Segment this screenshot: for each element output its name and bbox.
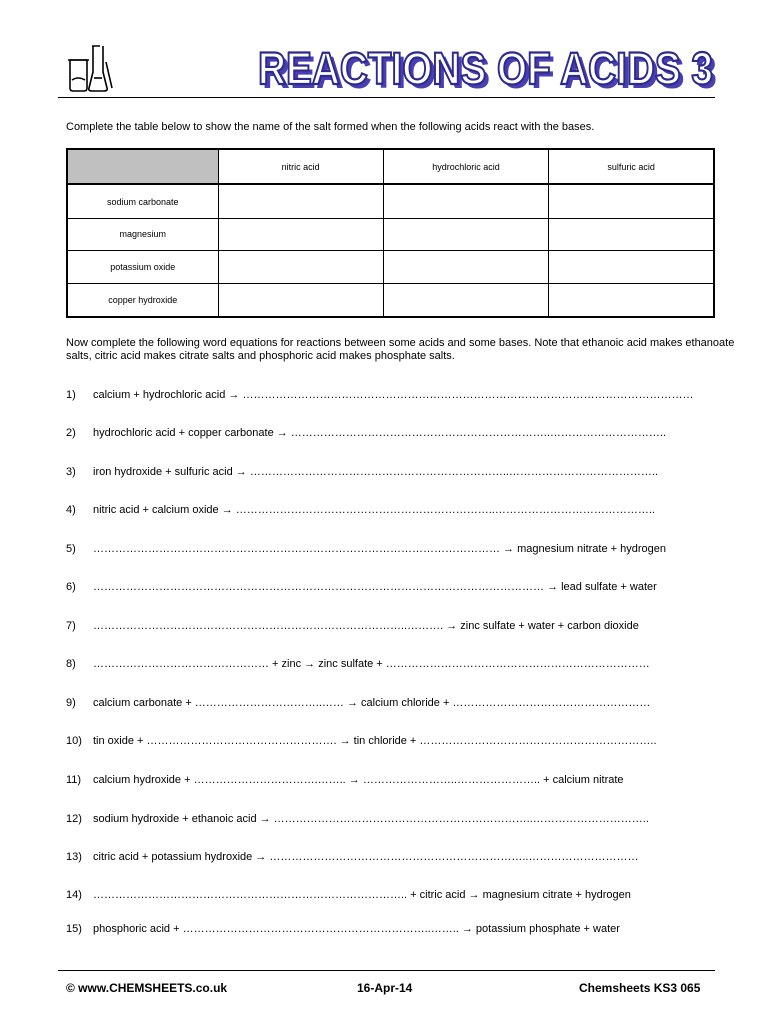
question-number: 6)	[66, 581, 76, 593]
table-row	[67, 251, 714, 283]
question-number: 7)	[66, 620, 76, 632]
answer-cell[interactable]	[383, 218, 548, 250]
intro-instructions: Complete the table below to show the name of the salt formed when the following acids react with the bases.	[66, 121, 595, 133]
row-header-magnesium: magnesium	[67, 218, 218, 250]
answer-cell[interactable]	[549, 218, 714, 250]
equation-text: calcium + hydrochloric acid → ……………………………………………………………………………………………………………	[93, 389, 694, 401]
lab-glassware-icon	[62, 42, 114, 94]
column-header-hydrochloric-acid: hydrochloric acid	[383, 149, 548, 184]
answer-cell[interactable]	[218, 251, 383, 283]
column-header-nitric-acid: nitric acid	[218, 149, 383, 184]
answer-cell[interactable]	[383, 283, 548, 317]
answer-cell[interactable]	[383, 184, 548, 218]
table-row	[67, 184, 714, 218]
question-number: 3)	[66, 466, 76, 478]
equation-text: …………………………………………………………………………..………. → zinc sulfate + water + carbon dioxide	[93, 620, 639, 632]
question-number: 2)	[66, 427, 76, 439]
question-number: 10)	[66, 735, 82, 747]
question-number: 9)	[66, 697, 76, 709]
equation-text: …………………………………………………………………………………………………………… → lead sulfate + water	[93, 581, 657, 593]
answer-cell[interactable]	[383, 251, 548, 283]
table-header-row	[67, 149, 714, 184]
equation-text: nitric acid + calcium oxide → ……………………………………………………………..……………………………………..	[93, 504, 655, 516]
question-number: 5)	[66, 543, 76, 555]
question-number: 12)	[66, 813, 82, 825]
page-title	[250, 40, 720, 100]
equation-text: hydrochloric acid + copper carbonate → ……………………………………………………………..…………………………..	[93, 427, 667, 439]
equation-text: sodium hydroxide + ethanoic acid → ……………………………………………………………..…………………………..	[93, 813, 649, 825]
row-header-potassium-oxide: potassium oxide	[67, 251, 218, 283]
question-number: 14)	[66, 889, 82, 901]
answer-cell[interactable]	[549, 283, 714, 317]
equation-text: phosphoric acid + …………………………………………………………..…….. → potassium phosphate + water	[93, 923, 620, 935]
footer-date: 16-Apr-14	[357, 981, 413, 995]
table-row	[67, 218, 714, 250]
question-number: 4)	[66, 504, 76, 516]
equation-text: citric acid + potassium hydroxide → ……………………………………………………………..…………………………	[93, 851, 639, 863]
row-header-copper-hydroxide: copper hydroxide	[67, 283, 218, 317]
answer-cell[interactable]	[549, 184, 714, 218]
header-divider	[58, 97, 715, 98]
footer-site: © www.CHEMSHEETS.co.uk	[66, 981, 228, 995]
question-number: 1)	[66, 389, 76, 401]
equation-text: calcium carbonate + ……………………………..…… → calcium chloride + ………………………………………………	[93, 697, 651, 709]
question-number: 13)	[66, 851, 82, 863]
answer-cell[interactable]	[218, 283, 383, 317]
equation-text: tin oxide + ……………………………………………. → tin chloride + ………………………………………………………..	[93, 735, 657, 747]
equation-text: ………………………………………… + zinc → zinc sulfate + ………………………………………………………………	[93, 658, 650, 670]
footer-code: Chemsheets KS3 065	[579, 981, 701, 995]
question-number: 11)	[66, 774, 82, 786]
salt-table	[66, 148, 715, 318]
answer-cell[interactable]	[218, 184, 383, 218]
answer-cell[interactable]	[549, 251, 714, 283]
equation-text: ………………………………………………………………………….. + citric acid → magnesium citrate + hydrogen	[93, 889, 631, 901]
table-row	[67, 283, 714, 317]
page-title-shadow: REACTIONS OF ACIDS 3	[262, 47, 717, 98]
question-number: 15)	[66, 923, 82, 935]
row-header-sodium-carbonate: sodium carbonate	[67, 184, 218, 218]
page-title-text: REACTIONS OF ACIDS 3	[258, 43, 713, 94]
footer-divider	[58, 970, 715, 971]
question-number: 8)	[66, 658, 76, 670]
equation-text: ………………………………………………………………………………………………… → magnesium nitrate + hydrogen	[93, 543, 667, 555]
equation-text: iron hydroxide + sulfuric acid → ……………………………………………………………..…………………………………..	[93, 466, 659, 478]
equations-instructions: Now complete the following word equations for reactions between some acids and some bases. Note that ethanoic acid makes ethanoate salts, citric acid makes citrate salts and phosphoric acid makes phosphate salts.	[66, 337, 735, 362]
answer-cell[interactable]	[218, 218, 383, 250]
equation-text: calcium hydroxide + …………………………….…….. → ……………………..………………….. + calcium nitrate	[93, 774, 624, 786]
column-header-sulfuric-acid: sulfuric acid	[549, 149, 714, 184]
table-corner-cell	[67, 149, 218, 184]
